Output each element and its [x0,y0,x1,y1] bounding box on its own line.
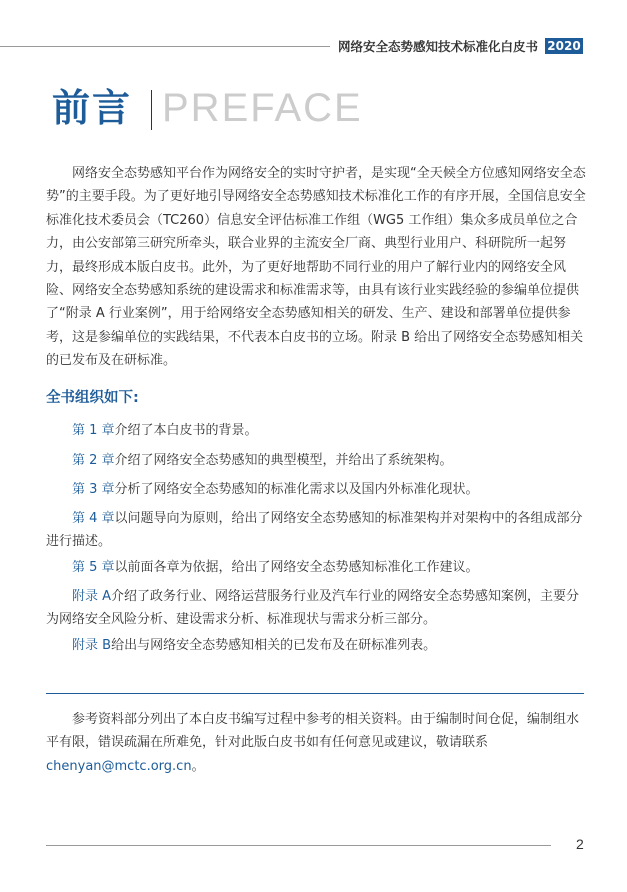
header-rule [0,46,330,47]
appendix-item [46,585,591,632]
section-heading-cn: 前言 [52,86,133,130]
chapter-description: 分析了网络安全态势感知的标准化需求以及国内外标准化现状。 [114,482,479,497]
chapter-description: 介绍了本白皮书的背景。 [114,423,258,438]
chapter-item [46,449,591,472]
reference-note [46,708,591,778]
chapter-description: 介绍了网络安全态势感知的典型模型，并给出了系统架构。 [114,453,453,468]
note-text: 参考资料部分列出了本白皮书编写过程中参考的相关资料。由于编制时间仓促，编制组水平有限，错误疏漏在所难免，针对此版白皮书如有任何意见或建议，敬请联系 [46,712,580,751]
appendix-label: 附录 B [72,638,112,653]
organization-title: 全书组织如下: [46,390,139,406]
heading-separator [151,90,152,130]
footer-rule [46,845,551,846]
section-divider [46,693,584,694]
chapter-item [46,478,591,501]
chapter-label: 第 3 章 [72,482,115,497]
section-heading-en: PREFACE [162,86,363,130]
document-title: 网络安全态势感知技术标准化白皮书 [338,39,539,54]
chapter-label: 第 1 章 [72,423,115,438]
chapter-label: 第 4 章 [72,511,115,526]
appendix-item [46,634,591,657]
appendix-label: 附录 A [72,589,112,604]
note-end: 。 [191,758,205,774]
page-number: 2 [576,836,584,852]
appendix-description: 介绍了政务行业、网络运营服务行业及汽车行业的网络安全态势感知案例，主要分为网络安全风险分析、建设需求分析、标准现状与需求分析三部分。 [46,589,580,628]
intro-paragraph: 网络安全态势感知平台作为网络安全的实时守护者，是实现“全天候全方位感知网络安全态势”的主要手段。为了更好地引导网络安全态势感知技术标准化工作的有序开展，全国信息安全标准化技术委员会（TC260）信息安全评估标准工作组（WG5 工作组）集众多成员单位之合力，由公安部第三研究所牵头，联合业界的主流安全厂商、典型行业用户、科研院所一起努力，最终形成本版白皮书。此外，为了更好地帮助不同行业的用户了解行业内的网络安全风险、网络安全态势感知系统的建设需求和标准需求等，由具有该行业实践经验的参编单位提供了“附录 A 行业案例”，用于给网络安全态势感知相关的研发、生产、建设和部署单位提供参考，这是参编单位的实践结果，不代表本白皮书的立场。附录 B 给出了网络安全态势感知相关的已发布及在研标准。 [46,166,586,369]
chapter-description: 以问题导向为原则，给出了网络安全态势感知的标准架构并对架构中的各组成部分进行描述。 [46,511,583,550]
chapter-item [46,419,591,442]
contact-email[interactable]: chenyan@mctc.org.cn [46,758,192,774]
chapter-description: 以前面各章为依据，给出了网络安全态势感知标准化工作建议。 [114,560,479,575]
chapter-item [46,507,591,554]
chapter-label: 第 5 章 [72,560,115,575]
chapter-item [46,556,591,579]
year-badge: 2020 [545,38,583,54]
appendix-description: 给出与网络安全态势感知相关的已发布及在研标准列表。 [111,638,437,653]
chapter-label: 第 2 章 [72,453,115,468]
